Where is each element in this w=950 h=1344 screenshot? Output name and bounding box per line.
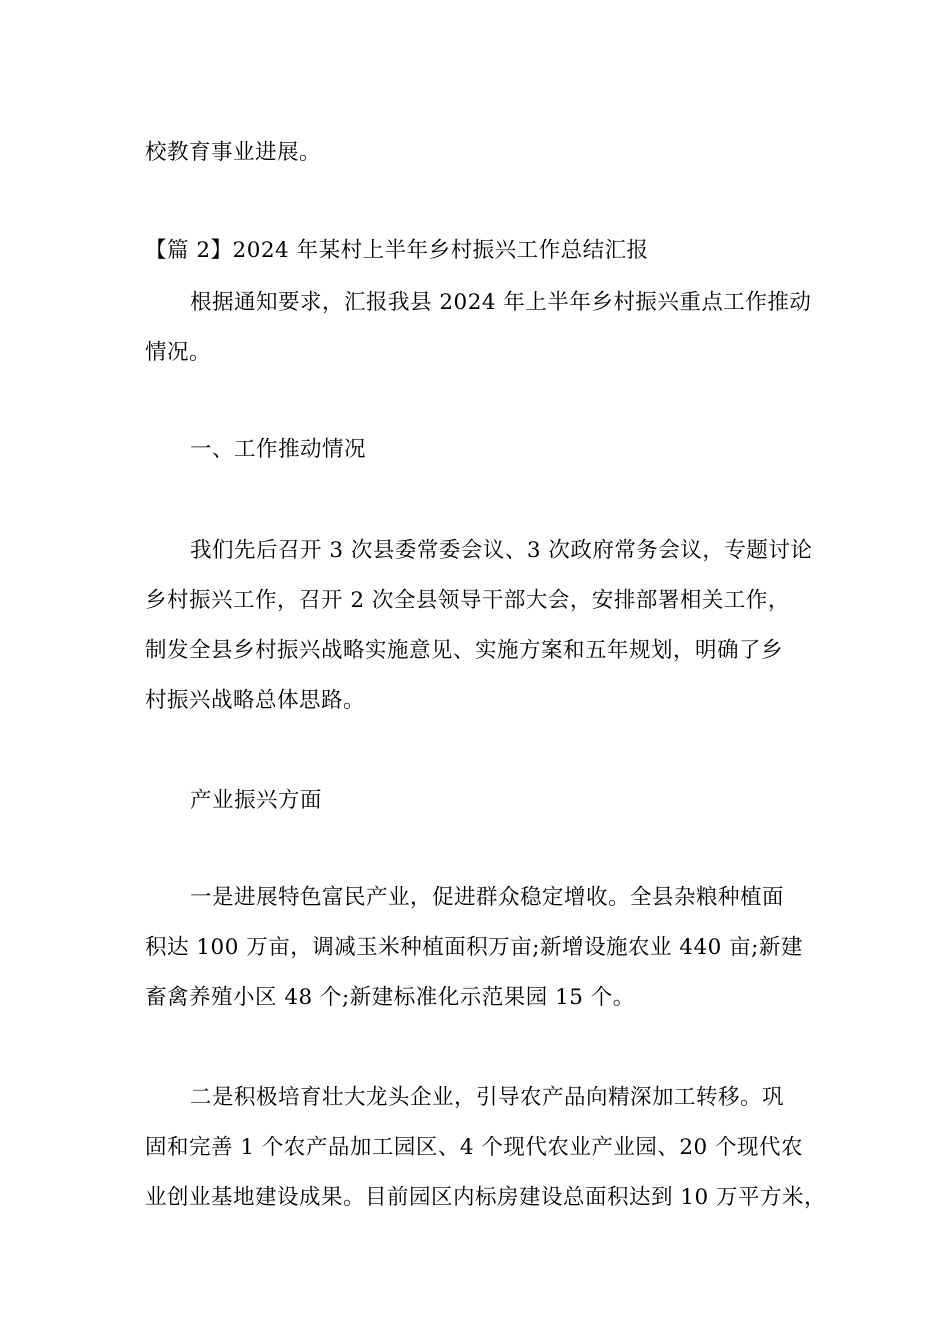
heading: 一、工作推动情况 — [190, 437, 367, 462]
text-line: 我们先后召开 3 次县委常委会议、3 次政府常务会议，专题讨论 — [190, 538, 813, 563]
text-line: 业创业基地建设成果。目前园区内标房建设总面积达到 10 万平方米， — [145, 1185, 827, 1210]
text-line: 制发全县乡村振兴战略实施意见、实施方案和五年规划，明确了乡 — [145, 638, 784, 663]
text-line: 村振兴战略总体思路。 — [145, 688, 366, 713]
text-line: 校教育事业进展。 — [145, 140, 322, 165]
text-line: 积达 100 万亩，调减玉米种植面积万亩;新增设施农业 440 亩;新建 — [145, 935, 803, 960]
text-line: 根据通知要求，汇报我县 2024 年上半年乡村振兴重点工作推动 — [190, 290, 812, 315]
section-title: 【篇 2】2024 年某村上半年乡村振兴工作总结汇报 — [145, 238, 649, 263]
text-line: 乡村振兴工作，召开 2 次全县领导干部大会，安排部署相关工作， — [145, 588, 790, 613]
text-line: 畜禽养殖小区 48 个;新建标准化示范果园 15 个。 — [145, 985, 635, 1010]
text-line: 固和完善 1 个农产品加工园区、4 个现代农业产业园、20 个现代农 — [145, 1135, 804, 1160]
text-line: 情况。 — [145, 340, 212, 365]
text-line: 一是进展特色富民产业，促进群众稳定增收。全县杂粮种植面 — [190, 885, 785, 910]
heading: 产业振兴方面 — [190, 788, 323, 813]
text-line: 二是积极培育壮大龙头企业，引导农产品向精深加工转移。巩 — [190, 1085, 785, 1110]
